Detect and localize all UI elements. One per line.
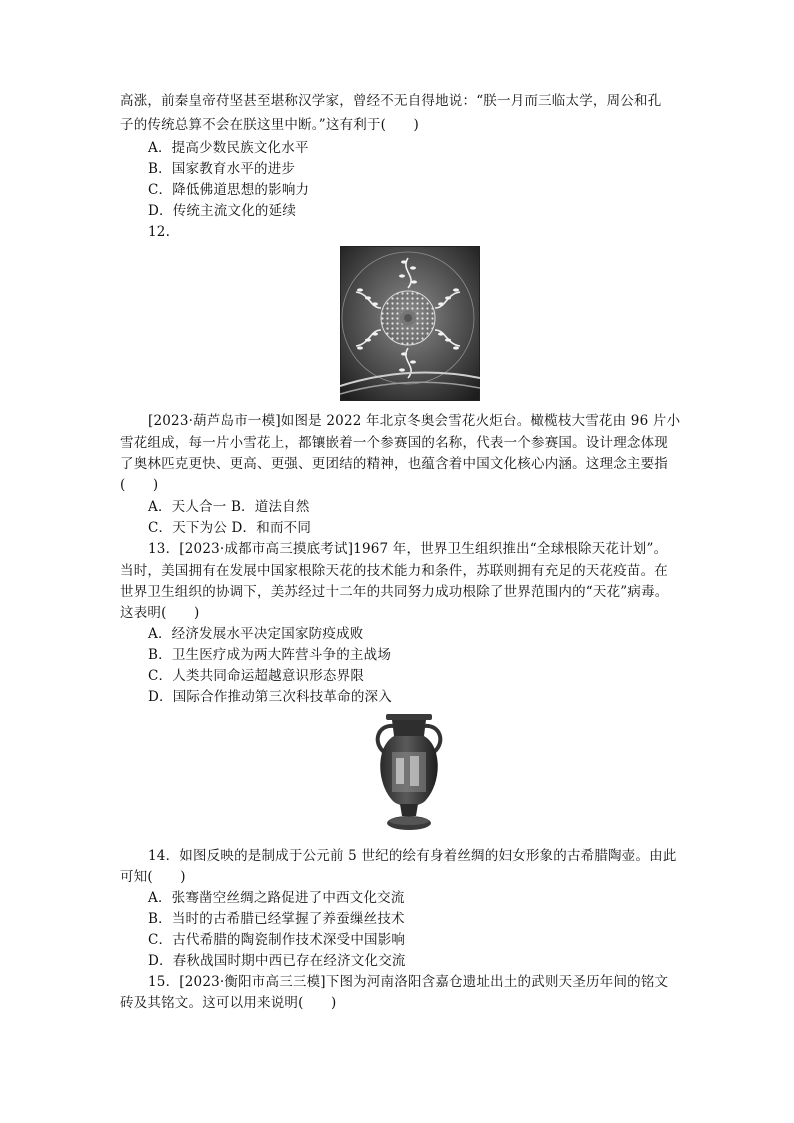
q11-option-c: C．降低佛道思想的影响力 [148,182,310,198]
q11-stem-line2: 子的传统总算不会在朕这里中断。”这有利于( ) [120,117,419,133]
q13-option-c: C．人类共同命运超越意识形态界限 [148,668,365,684]
q12-stem-line3: 了奥林匹克更快、更高、更强、更团结的精神，也蕴含着中国文化核心内涵。这理念主要指 [120,456,668,472]
q14-stem-line1: 14．如图反映的是制成于公元前 5 世纪的绘有身着丝绸的妇女形象的古希腊陶壶。由此 [148,848,677,864]
q14-option-a: A．张骞凿空丝绸之路促进了中西文化交流 [148,890,405,906]
q11-option-a: A．提高少数民族文化水平 [148,140,309,156]
q14-stem-line2: 可知( ) [120,869,186,885]
q14-option-b: B．当时的古希腊已经掌握了养蚕缫丝技术 [148,911,405,927]
q12-stem-line1: [2023·葫芦岛市一模]如图是 2022 年北京冬奥会雪花火炬台。橄榄枝大雪花由 96 片小 [148,413,681,429]
snowflake-cauldron-image [340,246,480,401]
q15-stem-line2: 砖及其铭文。这可以用来说明( ) [120,995,337,1011]
q13-option-b: B．卫生医疗成为两大阵营斗争的主战场 [148,647,392,663]
q12-number: 12. [148,224,171,240]
q13-stem-line4: 这表明( ) [120,605,200,621]
q13-stem-line2: 当时，美国拥有在发展中国家根除天花的技术能力和条件，苏联则拥有充足的天花疫苗。在 [120,563,668,579]
q12-option-cd: C．天下为公 D．和而不同 [148,520,312,536]
q11-stem-line1: 高涨，前秦皇帝苻坚甚至堪称汉学家，曾经不无自得地说：“朕一月而三临太学，周公和孔 [120,93,662,109]
q12-stem-line4: ( ) [120,477,159,493]
q13-stem-line3: 世界卫生组织的协调下，美苏经过十二年的共同努力成功根除了世界范围内的“天花”病毒。 [120,584,669,600]
q13-option-a: A．经济发展水平决定国家防疫成败 [148,626,364,642]
q12-stem-line2: 雪花组成，每一片小雪花上，都镶嵌着一个参赛国的名称，代表一个参赛国。设计理念体现 [120,435,668,451]
q14-option-d: D．春秋战国时期中西已存在经济文化交流 [148,953,406,969]
q14-option-c: C．古代希腊的陶瓷制作技术深受中国影响 [148,932,406,948]
q15-stem-line1: 15．[2023·衡阳市高三三模]下图为河南洛阳含嘉仓遗址出土的武则天圣历年间的铭文 [148,974,669,990]
q11-option-b: B．国家教育水平的进步 [148,161,296,177]
greek-amphora-image [362,712,456,834]
q12-option-ab: A．天人合一 B．道法自然 [148,499,310,515]
q13-stem-line1: 13．[2023·成都市高三摸底考试]1967 年，世界卫生组织推出“全球根除天花计划”。 [148,541,668,557]
q11-option-d: D．传统主流文化的延续 [148,203,297,219]
q13-option-d: D．国际合作推动第三次科技革命的深入 [148,689,392,705]
